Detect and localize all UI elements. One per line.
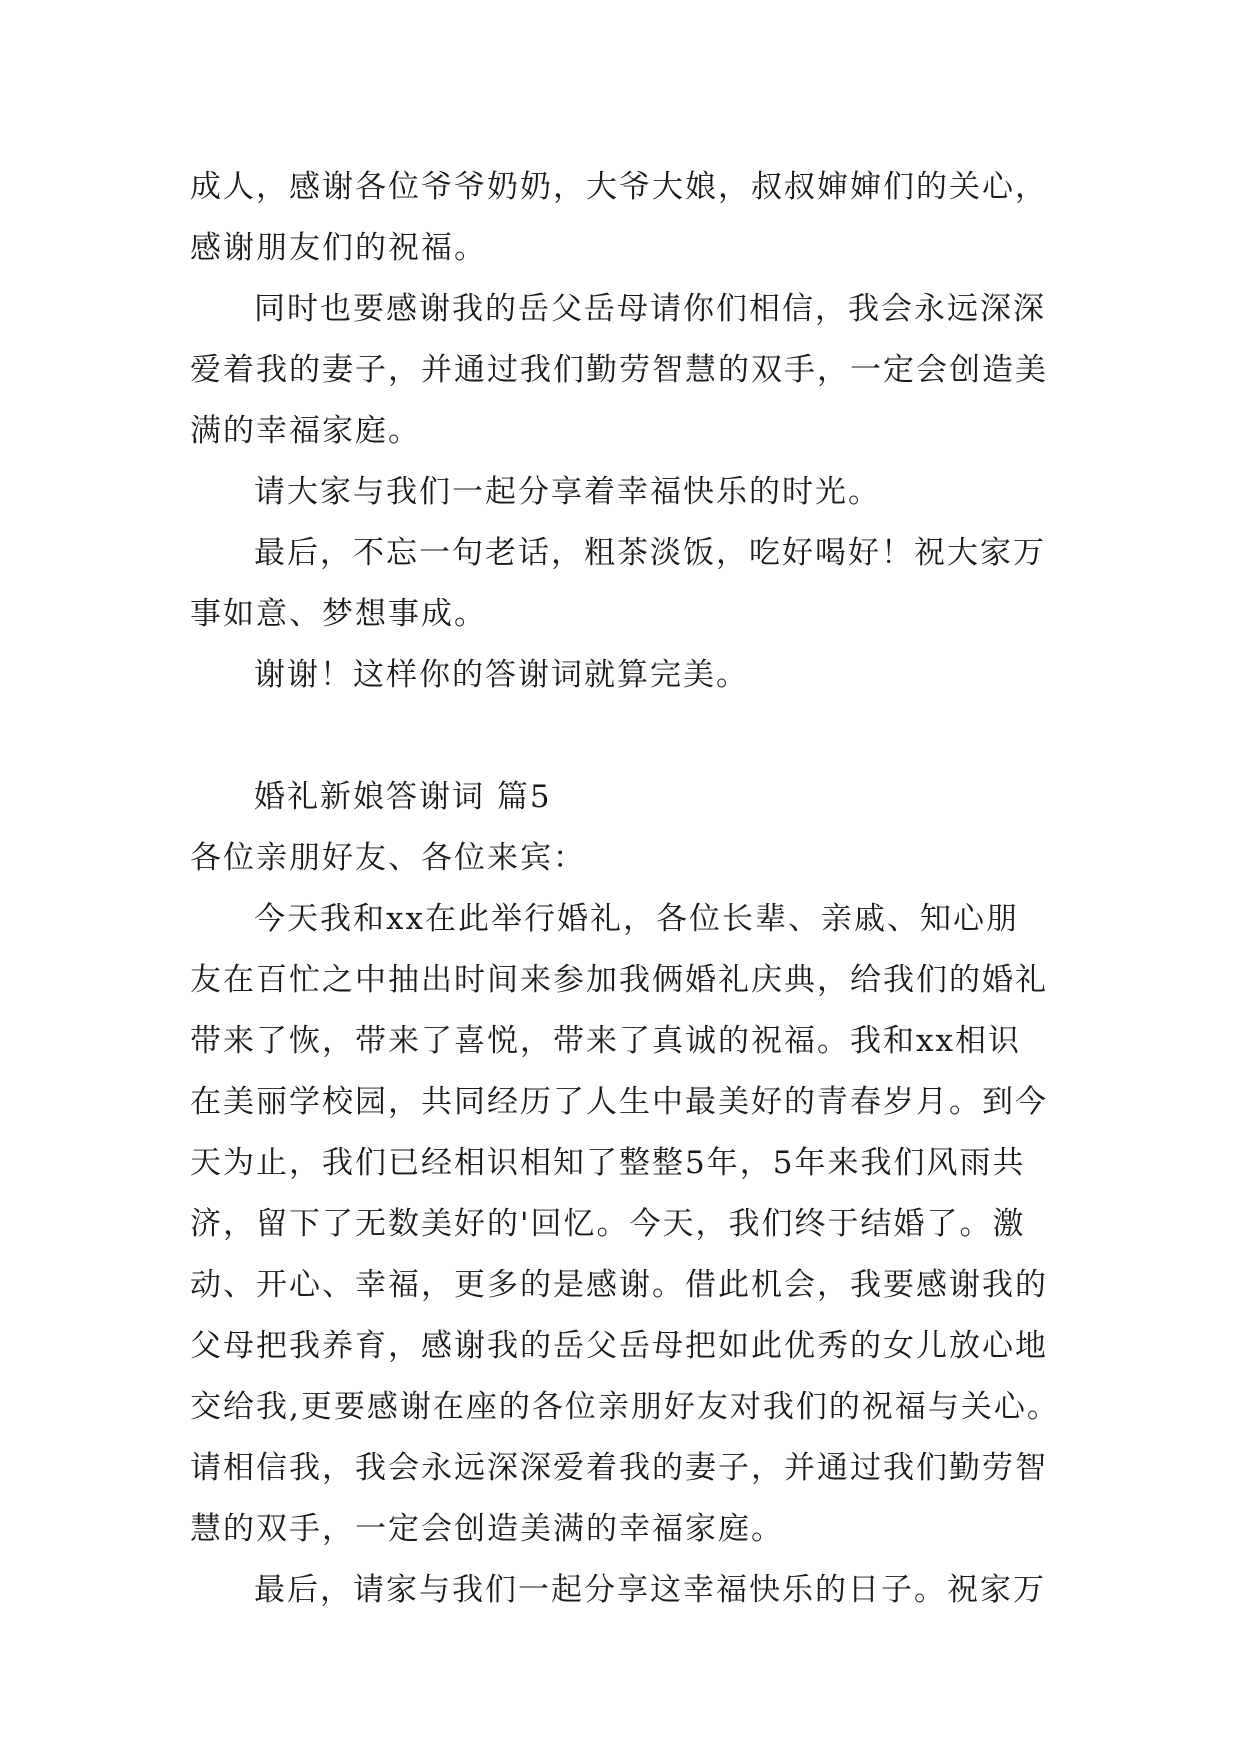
text-line: 今天我和xx在此举行婚礼，各位长辈、亲戚、知心朋 [254, 901, 1019, 937]
text-line: 最后，不忘一句老话，粗茶淡饭，吃好喝好！祝大家万 [254, 535, 1046, 571]
salutation: 各位亲朋好友、各位来宾： [190, 840, 586, 876]
text-line: 慧的双手，一定会创造美满的幸福家庭。 [190, 1511, 784, 1547]
text-line: 事如意、梦想事成。 [190, 596, 487, 632]
text-line: 济，留下了无数美好的'回忆。今天，我们终于结婚了。激 [190, 1206, 1026, 1242]
text-line: 满的幸福家庭。 [190, 413, 421, 449]
text-line: 感谢朋友们的祝福。 [190, 230, 487, 266]
text-line: 带来了恢，带来了喜悦，带来了真诚的祝福。我和xx相识 [190, 1023, 1021, 1059]
section-spacer [190, 706, 1060, 767]
text-line: 父母把我养育，感谢我的岳父岳母把如此优秀的女儿放心地 [190, 1328, 1048, 1364]
text-line: 爱着我的妻子，并通过我们勤劳智慧的双手，一定会创造美 [190, 352, 1048, 388]
text-line: 谢谢！这样你的答谢词就算完美。 [254, 657, 749, 693]
text-line: 天为止，我们已经相识相知了整整5年，5年来我们风雨共 [190, 1145, 1026, 1181]
text-line: 友在百忙之中抽出时间来参加我俩婚礼庆典，给我们的婚礼 [190, 962, 1048, 998]
text-line: 成人，感谢各位爷爷奶奶，大爷大娘，叔叔婶婶们的关心， [190, 169, 1048, 205]
text-line: 动、开心、幸福，更多的是感谢。借此机会，我要感谢我的 [190, 1267, 1048, 1303]
text-line: 最后，请家与我们一起分享这幸福快乐的日子。祝家万 [254, 1572, 1046, 1608]
text-line: 在美丽学校园，共同经历了人生中最美好的青春岁月。到今 [190, 1084, 1048, 1120]
text-line: 交给我,更要感谢在座的各位亲朋好友对我们的祝福与关心。 [190, 1389, 1060, 1425]
section-heading: 婚礼新娘答谢词 篇5 [254, 779, 552, 815]
text-line: 请大家与我们一起分享着幸福快乐的时光。 [254, 474, 881, 510]
text-line: 同时也要感谢我的岳父岳母请你们相信，我会永远深深 [254, 291, 1046, 327]
document-body [190, 157, 1060, 1621]
text-line: 请相信我，我会永远深深爱着我的妻子，并通过我们勤劳智 [190, 1450, 1048, 1486]
